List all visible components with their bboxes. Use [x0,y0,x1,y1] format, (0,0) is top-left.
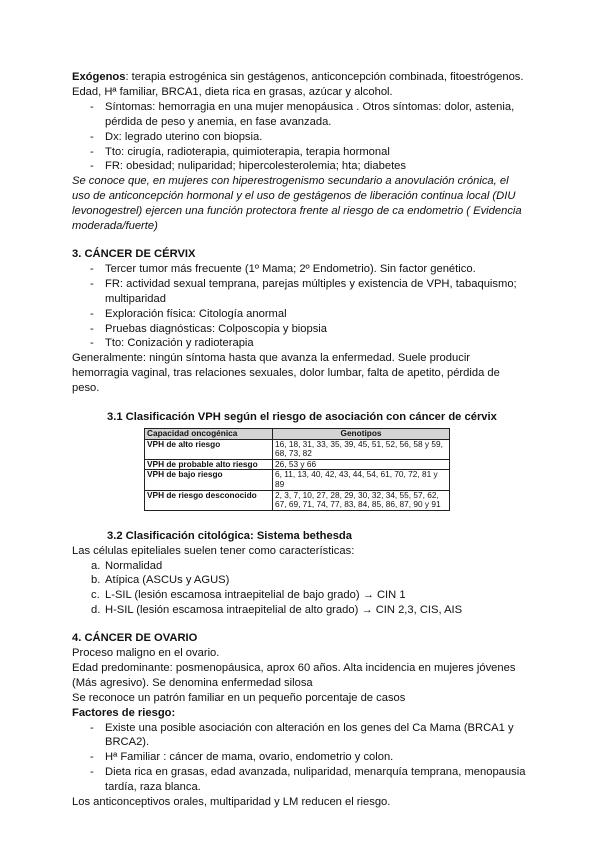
cervix-list [72,262,528,351]
table-cell: 26, 53 y 66 [273,459,450,470]
list-item-text: Normalidad [105,559,163,572]
table-cell: VPH de probable alto riesgo [145,459,273,470]
bethesda-subtitle: 3.2 Clasificación citológica: Sistema bethesda [107,529,352,542]
list-item [72,573,528,588]
vph-table [144,428,450,511]
list-item-text: Atípica (ASCUs y AGUS) [105,574,230,587]
exogenos-list [72,100,528,175]
section-title-ovario: 4. CÁNCER DE OVARIO [72,632,198,645]
list-marker: c. [91,589,100,602]
table-cell: 2, 3, 7, 10, 27, 28, 29, 30, 32, 34, 55, 57, 62, 67, 69, 71, 74, 77, 83, 84, 85, 86, 87, 90 y 91 [273,490,450,510]
table-header: Capacidad oncogénica [145,428,273,439]
table-cell: VPH de riesgo desconocido [145,490,273,510]
table-cell: 6, 11, 13, 40, 42, 43, 44, 54, 61, 70, 72, 81 y 89 [273,470,450,490]
section-title-cervix: 3. CÁNCER DE CÉRVIX [72,247,196,260]
table-cell: VPH de bajo riesgo [145,470,273,490]
list-item [72,559,528,574]
list-marker: b. [91,574,101,587]
table-cell: 16, 18, 31, 33, 35, 39, 45, 51, 52, 56, 58 y 59, 68, 73, 82 [273,439,450,459]
list-item: - Pruebas diagnósticas: Colposcopia y biopsia [72,322,528,337]
table-row [145,490,450,510]
exogenos-label: Exógenos [72,71,126,83]
list-item [72,588,528,603]
evidence-note: Se conoce que, en mujeres con hiperestrogenismo secundario a anovulación crónica, el uso de anticoncepción hormonal y el uso de gestágenos de liberación continua local (DIU levonogestrel) ejercen una función protectora frente al riesgo de ca endometrio ( Evidencia moderada/fuerte) [72,175,522,233]
list-item: - Exploración física: Citología anormal [72,307,528,322]
list-item: - Dx: legrado uterino con biopsia. [72,130,528,145]
list-item: - Síntomas: hemorragia en una mujer menopáusica . Otros síntomas: dolor, astenia, pérdida de peso y anemia, en fase avanzada. [72,100,528,130]
list-item: - Tercer tumor más frecuente (1º Mama; 2º Endometrio). Sin factor genético. [72,262,528,277]
list-item-text: L-SIL (lesión escamosa intraepitelial de bajo grado) → CIN 1 [105,589,406,602]
bethesda-list [72,559,528,619]
table-cell: VPH de alto riesgo [145,439,273,459]
list-item: - FR: obesidad; nuliparidad; hipercolesterolemia; hta; diabetes [72,159,528,174]
list-item: - Tto: Conización y radioterapia [72,336,528,351]
ovario-line: Se reconoce un patrón familiar en un pequeño porcentaje de casos [72,691,406,704]
list-marker: d. [91,604,101,617]
ovario-line: Proceso maligno en el ovario. [72,647,220,660]
vph-subtitle: 3.1 Clasificación VPH según el riesgo de asociación con cáncer de cérvix [107,411,497,424]
list-item: - Existe una posible asociación con alteración en los genes del Ca Mama (BRCA1 y BRCA2). [72,721,528,751]
risk-factors-list [72,721,528,796]
exogenos-text: : terapia estrogénica sin gestágenos, anticoncepción combinada, fitoestrógenos. Edad, Hª familiar, BRCA1, dieta rica en grasas, azúcar y alcohol. [72,71,524,98]
risk-factors-heading: Factores de riesgo: [72,706,176,719]
table-row [145,439,450,459]
list-item: - FR: actividad sexual temprana, parejas múltiples y existencia de VPH, tabaquismo; multiparidad [72,277,528,307]
exogenos-paragraph [72,70,528,100]
cervix-general: Generalmente: ningún síntoma hasta que avanza la enfermedad. Suele producir hemorragia vaginal, tras relaciones sexuales, dolor lumbar, falta de apetito, pérdida de peso. [72,352,500,395]
list-item: - Tto: cirugía, radioterapia, quimioterapia, terapia hormonal [72,145,528,160]
table-header: Genotipos [273,428,450,439]
list-item-text: H-SIL (lesión escamosa intraepitelial de alto grado) → CIN 2,3, CIS, AIS [105,604,463,617]
table-header-row [145,428,450,439]
list-item: - Hª Familiar : cáncer de mama, ovario, endometrio y colon. [72,750,528,765]
document-page [72,70,528,810]
list-marker: a. [91,559,101,572]
table-row [145,459,450,470]
ovario-closing: Los anticonceptivos orales, multiparidad y LM reducen el riesgo. [72,796,391,809]
ovario-line: Edad predominante: posmenopáusica, aprox 60 años. Alta incidencia en mujeres jóvenes (Más agresivo). Se denomina enfermedad silosa [72,661,516,689]
bethesda-intro: Las células epiteliales suelen tener como características: [72,544,355,557]
table-row [145,470,450,490]
list-item [72,603,528,618]
list-item: - Dieta rica en grasas, edad avanzada, nuliparidad, menarquía temprana, menopausia tardía, raza blanca. [72,765,528,795]
